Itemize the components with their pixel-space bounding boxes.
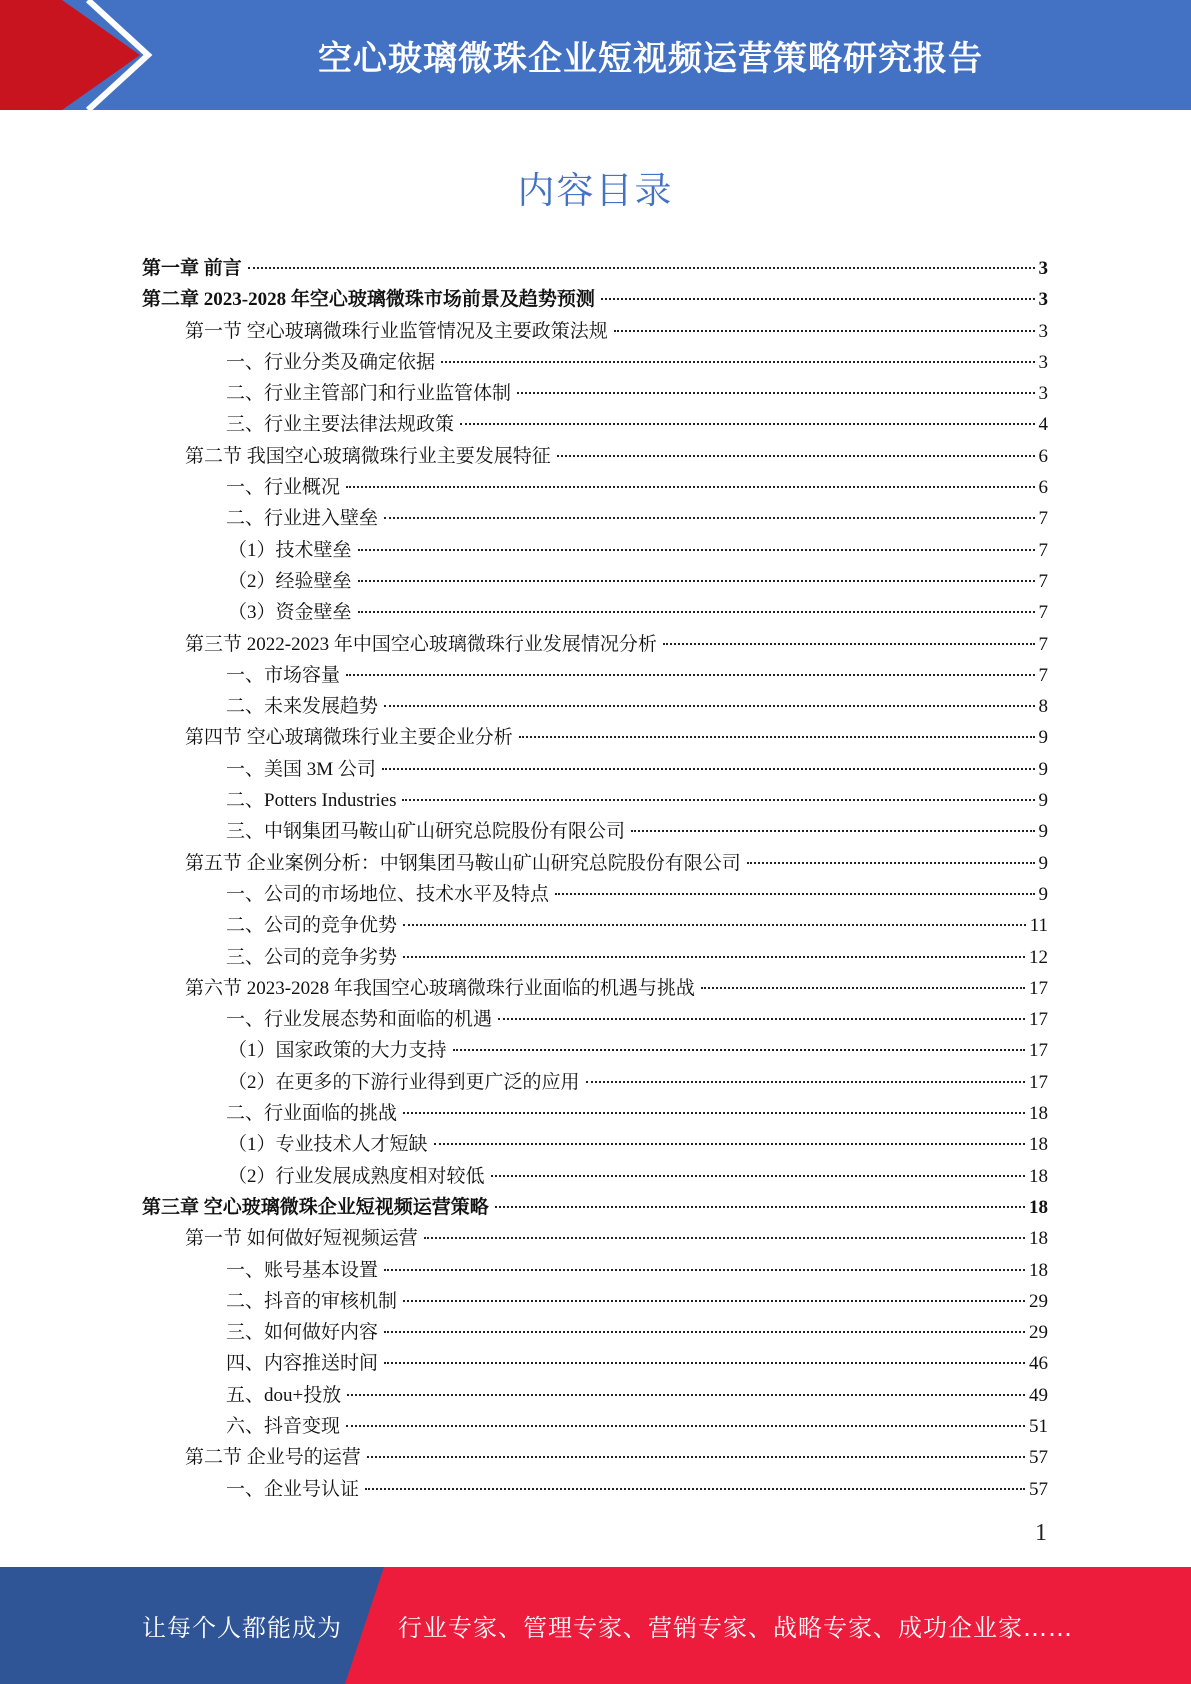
toc-dot-leader [601, 298, 1035, 300]
toc-entry[interactable] [142, 378, 1048, 409]
toc-dot-leader [631, 830, 1034, 832]
footer-band [0, 1567, 1191, 1684]
red-arrow-decoration [0, 0, 160, 110]
toc-heading: 内容目录 [517, 169, 674, 212]
toc-entry[interactable] [142, 1035, 1048, 1066]
toc-entry[interactable] [142, 253, 1048, 284]
toc-entry[interactable] [142, 566, 1048, 597]
toc-entry[interactable] [142, 284, 1048, 315]
toc-entry-page: 7 [1038, 539, 1048, 561]
toc-dot-leader [403, 924, 1026, 926]
toc-entry[interactable] [142, 472, 1048, 503]
toc-entry-page: 46 [1029, 1353, 1048, 1375]
toc-entry-page: 6 [1038, 477, 1048, 499]
table-of-contents [142, 253, 1048, 1505]
toc-dot-leader [346, 674, 1034, 676]
toc-entry[interactable] [142, 973, 1048, 1004]
toc-dot-leader [248, 267, 1035, 269]
toc-entry-title: （3）资金壁垒 [228, 602, 352, 624]
toc-entry[interactable] [142, 910, 1048, 941]
toc-dot-leader [384, 1331, 1025, 1333]
toc-entry-page: 9 [1038, 758, 1048, 780]
toc-entry-page: 7 [1038, 508, 1048, 530]
toc-entry-page: 11 [1029, 915, 1048, 937]
toc-dot-leader [402, 799, 1034, 801]
toc-dot-leader [434, 1143, 1025, 1145]
toc-entry-title: 第二节 我国空心玻璃微珠行业主要发展特征 [185, 445, 551, 467]
toc-dot-leader [403, 1112, 1025, 1114]
report-header-band [0, 0, 1191, 110]
toc-entry-page: 57 [1029, 1447, 1048, 1469]
report-title: 空心玻璃微珠企业短视频运营策略研究报告 [318, 38, 983, 79]
toc-dot-leader [346, 486, 1034, 488]
toc-entry-title: 第一节 如何做好短视频运营 [185, 1228, 418, 1250]
toc-entry[interactable] [142, 1286, 1048, 1317]
toc-entry[interactable] [142, 660, 1048, 691]
toc-entry-title: 第二节 企业号的运营 [185, 1447, 361, 1469]
toc-entry[interactable] [142, 1004, 1048, 1035]
toc-entry-page: 9 [1038, 821, 1048, 843]
toc-dot-leader [614, 330, 1035, 332]
toc-entry-page: 7 [1038, 633, 1048, 655]
toc-entry-title: 第三节 2022-2023 年中国空心玻璃微珠行业发展情况分析 [185, 633, 657, 655]
toc-dot-leader [384, 1269, 1025, 1271]
toc-entry-page: 17 [1029, 1040, 1048, 1062]
toc-entry-title: 二、未来发展趋势 [226, 696, 379, 718]
toc-entry[interactable] [142, 1223, 1048, 1254]
toc-dot-leader [403, 956, 1025, 958]
toc-entry-title: 六、抖音变现 [226, 1415, 341, 1437]
toc-entry[interactable] [142, 1474, 1048, 1505]
toc-entry[interactable] [142, 1192, 1048, 1223]
toc-entry-page: 9 [1038, 790, 1048, 812]
toc-entry-title: 二、Potters Industries [226, 790, 397, 812]
toc-entry[interactable] [142, 785, 1048, 816]
toc-entry[interactable] [142, 1348, 1048, 1379]
toc-entry-page: 3 [1038, 383, 1048, 405]
toc-entry[interactable] [142, 754, 1048, 785]
toc-entry[interactable] [142, 441, 1048, 472]
toc-dot-leader [367, 1456, 1025, 1458]
toc-entry-page: 18 [1029, 1165, 1048, 1187]
toc-dot-leader [382, 768, 1035, 770]
toc-entry[interactable] [142, 1411, 1048, 1442]
toc-entry-title: 第二章 2023-2028 年空心玻璃微珠市场前景及趋势预测 [142, 289, 595, 311]
toc-entry[interactable] [142, 409, 1048, 440]
toc-entry-page: 18 [1029, 1259, 1048, 1281]
toc-entry-title: 第四节 空心玻璃微珠行业主要企业分析 [185, 727, 513, 749]
toc-entry-page: 7 [1038, 602, 1048, 624]
toc-entry-title: 三、行业主要法律法规政策 [226, 414, 455, 436]
toc-entry[interactable] [142, 1067, 1048, 1098]
toc-dot-leader [460, 423, 1034, 425]
toc-entry-title: 五、dou+投放 [226, 1384, 342, 1406]
toc-dot-leader [358, 580, 1035, 582]
toc-dot-leader [358, 611, 1035, 613]
toc-dot-leader [498, 1018, 1025, 1020]
toc-entry-page: 3 [1038, 320, 1048, 342]
toc-entry[interactable] [142, 722, 1048, 753]
toc-entry-page: 12 [1029, 946, 1048, 968]
toc-entry-page: 49 [1029, 1384, 1048, 1406]
toc-entry-title: 第一节 空心玻璃微珠行业监管情况及主要政策法规 [185, 320, 608, 342]
toc-entry-title: 一、市场容量 [226, 664, 341, 686]
toc-entry-page: 18 [1029, 1103, 1048, 1125]
toc-dot-leader [384, 705, 1034, 707]
toc-entry[interactable] [142, 629, 1048, 660]
toc-entry[interactable] [142, 503, 1048, 534]
toc-entry-title: 二、行业面临的挑战 [226, 1103, 398, 1125]
toc-entry[interactable] [142, 1442, 1048, 1473]
toc-entry[interactable] [142, 347, 1048, 378]
toc-entry-title: 一、行业分类及确定依据 [226, 351, 436, 373]
toc-dot-leader [663, 643, 1035, 645]
toc-entry-title: 三、中钢集团马鞍山矿山研究总院股份有限公司 [226, 821, 626, 843]
toc-entry[interactable] [142, 1161, 1048, 1192]
toc-dot-leader [403, 1300, 1025, 1302]
toc-entry-title: 二、行业主管部门和行业监管体制 [226, 383, 512, 405]
toc-entry-page: 9 [1038, 727, 1048, 749]
toc-entry[interactable] [142, 691, 1048, 722]
toc-entry-title: 一、行业发展态势和面临的机遇 [226, 1009, 493, 1031]
toc-dot-leader [495, 1206, 1025, 1208]
toc-entry-page: 51 [1029, 1415, 1048, 1437]
toc-entry[interactable] [142, 597, 1048, 628]
toc-entry[interactable] [142, 1255, 1048, 1286]
toc-entry-title: 第三章 空心玻璃微珠企业短视频运营策略 [142, 1196, 489, 1218]
toc-entry[interactable] [142, 816, 1048, 847]
toc-entry-page: 7 [1038, 570, 1048, 592]
toc-entry-page: 17 [1029, 1071, 1048, 1093]
toc-dot-leader [491, 1175, 1025, 1177]
toc-entry-page: 8 [1038, 696, 1048, 718]
toc-entry-page: 9 [1038, 883, 1048, 905]
toc-dot-leader [346, 1425, 1025, 1427]
toc-entry[interactable] [142, 942, 1048, 973]
toc-entry[interactable] [142, 1380, 1048, 1411]
toc-entry-title: （1）专业技术人才短缺 [228, 1134, 428, 1156]
toc-dot-leader [441, 361, 1034, 363]
toc-entry-title: （1）技术壁垒 [228, 539, 352, 561]
toc-entry[interactable] [142, 1317, 1048, 1348]
toc-entry-title: 一、行业概况 [226, 477, 341, 499]
toc-entry-title: 四、内容推送时间 [226, 1353, 379, 1375]
toc-entry-page: 17 [1029, 977, 1048, 999]
toc-entry-title: 第五节 企业案例分析：中钢集团马鞍山矿山研究总院股份有限公司 [185, 852, 741, 874]
toc-dot-leader [358, 549, 1035, 551]
toc-entry-title: 三、公司的竞争劣势 [226, 946, 398, 968]
toc-entry[interactable] [142, 535, 1048, 566]
toc-entry-page: 29 [1029, 1290, 1048, 1312]
toc-dot-leader [586, 1081, 1025, 1083]
toc-entry-page: 3 [1038, 258, 1048, 279]
toc-entry-page: 18 [1029, 1134, 1048, 1156]
toc-entry-title: 二、抖音的审核机制 [226, 1290, 398, 1312]
toc-entry-title: （1）国家政策的大力支持 [228, 1040, 447, 1062]
toc-entry-page: 6 [1038, 445, 1048, 467]
toc-entry-title: 二、公司的竞争优势 [226, 915, 398, 937]
footer-slogan-left: 让每个人都能成为 [142, 1614, 342, 1642]
toc-entry[interactable] [142, 316, 1048, 347]
page-number: 1 [1035, 1520, 1047, 1546]
footer-slogan-right: 行业专家、管理专家、营销专家、战略专家、成功企业家…… [398, 1614, 1073, 1642]
toc-entry[interactable] [142, 879, 1048, 910]
toc-dot-leader [347, 1394, 1025, 1396]
toc-entry-title: 二、行业进入壁垒 [226, 508, 379, 530]
toc-dot-leader [384, 1362, 1025, 1364]
toc-entry-title: 一、账号基本设置 [226, 1259, 379, 1281]
toc-entry-title: （2）在更多的下游行业得到更广泛的应用 [228, 1071, 580, 1093]
toc-entry-title: 一、美国 3M 公司 [226, 758, 376, 780]
toc-dot-leader [555, 893, 1034, 895]
toc-dot-leader [701, 987, 1025, 989]
toc-entry-title: 一、企业号认证 [226, 1478, 360, 1500]
toc-entry-title: 一、公司的市场地位、技术水平及特点 [226, 883, 550, 905]
toc-dot-leader [517, 392, 1034, 394]
toc-entry-title: （2）行业发展成熟度相对较低 [228, 1165, 485, 1187]
toc-entry-page: 17 [1029, 1009, 1048, 1031]
toc-dot-leader [747, 862, 1035, 864]
toc-dot-leader [519, 736, 1035, 738]
toc-dot-leader [453, 1049, 1025, 1051]
toc-entry-page: 7 [1038, 664, 1048, 686]
toc-entry-title: 第一章 前言 [142, 258, 242, 279]
toc-entry-title: 第六节 2023-2028 年我国空心玻璃微珠行业面临的机遇与挑战 [185, 977, 695, 999]
toc-entry-title: 三、如何做好内容 [226, 1322, 379, 1344]
toc-dot-leader [365, 1488, 1025, 1490]
toc-entry-page: 18 [1029, 1228, 1048, 1250]
toc-dot-leader [557, 455, 1035, 457]
toc-entry-title: （2）经验壁垒 [228, 570, 352, 592]
toc-entry-page: 3 [1038, 289, 1048, 311]
toc-entry-page: 29 [1029, 1322, 1048, 1344]
toc-entry-page: 4 [1038, 414, 1048, 436]
toc-dot-leader [384, 517, 1034, 519]
toc-dot-leader [424, 1237, 1025, 1239]
toc-entry[interactable] [142, 1129, 1048, 1160]
toc-entry[interactable] [142, 848, 1048, 879]
toc-entry[interactable] [142, 1098, 1048, 1129]
toc-entry-page: 18 [1029, 1196, 1048, 1218]
toc-entry-page: 3 [1038, 351, 1048, 373]
toc-entry-page: 57 [1029, 1478, 1048, 1500]
toc-entry-page: 9 [1038, 852, 1048, 874]
